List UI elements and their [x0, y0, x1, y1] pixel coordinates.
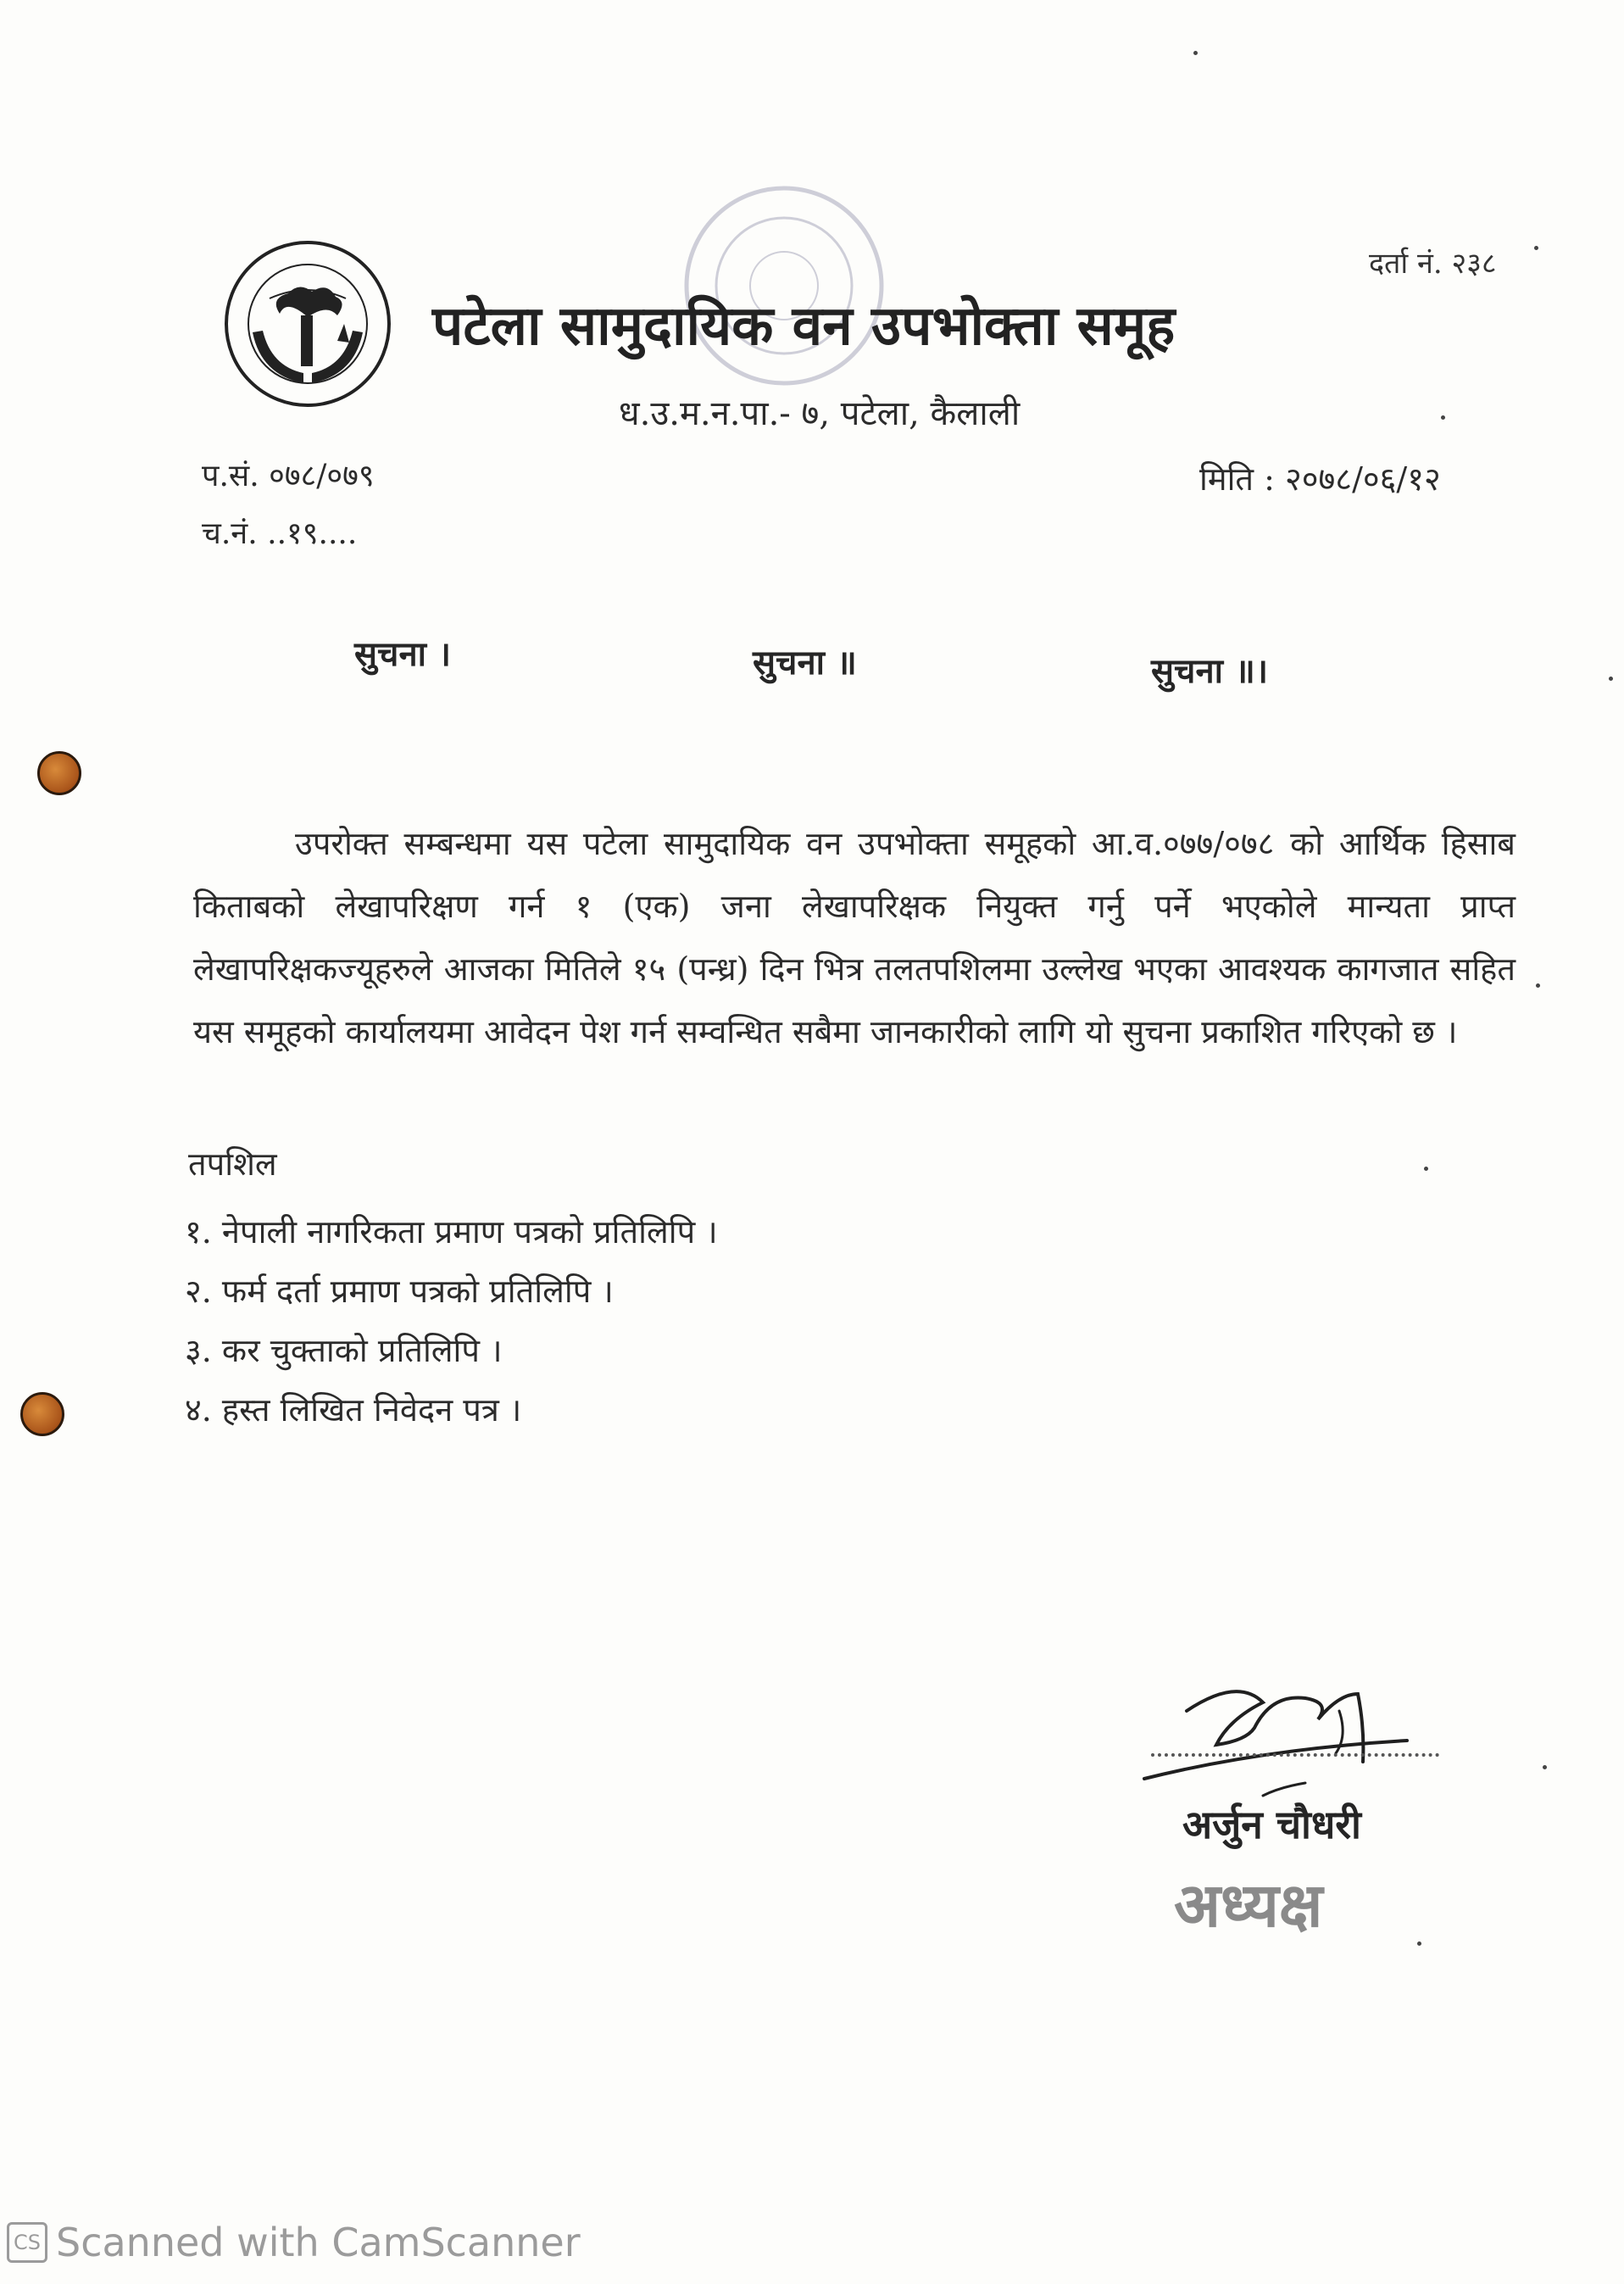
camscanner-icon: CS [7, 2222, 47, 2263]
list-item: २. फर्म दर्ता प्रमाण पत्रको प्रतिलिपि । [185, 1273, 614, 1310]
organization-name: पटेला सामुदायिक वन उपभोक्ता समूह [432, 294, 1176, 358]
speck [1441, 415, 1445, 420]
document-date: मिति : २०७८/०६/१२ [1199, 460, 1441, 498]
organization-logo [219, 239, 397, 409]
handwritten-signature [1136, 1660, 1441, 1804]
reference-number: प.सं. ०७८/०७९ [202, 459, 375, 493]
speck [1193, 51, 1198, 55]
speck [1534, 246, 1538, 250]
camscanner-text: Scanned with CamScanner [56, 2220, 581, 2265]
signatory-name: अर्जुन चौधरी [1182, 1802, 1361, 1847]
list-item: ३. कर चुक्ताको प्रतिलिपि । [185, 1332, 503, 1369]
speck [1609, 677, 1613, 681]
speck [1424, 1167, 1428, 1171]
list-item: १. नेपाली नागरिकता प्रमाण पत्रको प्रतिलिपि । [185, 1213, 718, 1251]
punch-hole [37, 751, 81, 795]
registration-number: दर्ता नं. २३८ [1369, 247, 1497, 281]
list-item: ४. हस्त लिखित निवेदन पत्र । [185, 1391, 522, 1429]
speck [1536, 983, 1540, 988]
reference-block [202, 448, 375, 563]
signatory-title-stamp: अध्यक्ष [1174, 1869, 1323, 1941]
speck [1543, 1765, 1547, 1769]
signature-line [1151, 1753, 1439, 1757]
notice-body-paragraph: उपरोक्त सम्बन्धमा यस पटेला सामुदायिक वन उपभोक्ता समूहको आ.व.०७७/०७८ को आर्थिक हिसाब किताबको लेखापरिक्षण गर्न १ (एक) जना लेखापरिक्षक नियुक्त गर्नु पर्ने भएकोले मान्यता प्राप्त लेखापरिक्षकज्यूहरुले आजका मितिले १५ (पन्ध्र) दिन भित्र तलतपशिलमा उल्लेख भएका आवश्यक कागजात सहित यस समूहको कार्यालयमा आवेदन पेश गर्न सम्वन्धित सबैमा जानकारीको लागि यो सुचना प्रकाशित गरिएको छ । [193, 825, 1516, 1050]
speck [1417, 1941, 1421, 1946]
dispatch-number: च.नं. ..१९.... [202, 516, 358, 551]
organization-address: ध.उ.म.न.पा.- ७, पटेला, कैलाली [619, 394, 1021, 433]
notice-heading-2: सुचना ॥ [753, 643, 857, 682]
required-documents-list [185, 1202, 718, 1440]
notice-heading-3: सुचना ॥। [1151, 651, 1269, 691]
details-title: तपशिल [188, 1145, 277, 1183]
punch-hole [20, 1392, 64, 1436]
camscanner-watermark [7, 2220, 581, 2265]
notice-heading-1: सुचना । [354, 634, 452, 674]
